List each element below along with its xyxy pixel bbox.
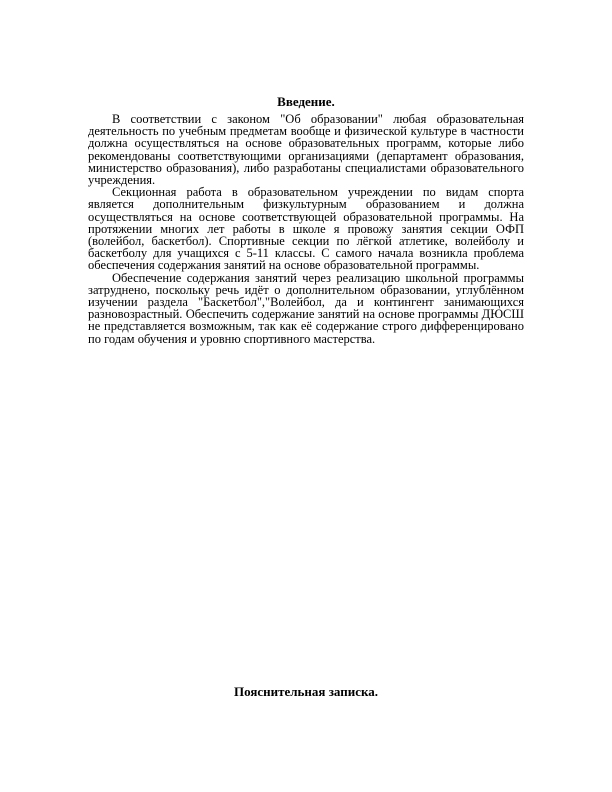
document-body [88,113,524,345]
section-title: Пояснительная записка. [233,684,379,699]
paragraph-1: В соответствии с законом "Об образовании" любая образовательная деятельность по учебным предметам вообще и физической культуре в частности должна осуществляться на основе образовательных программ, которые либо рекомендованы соответствующими организациями (департамент образования, министерство образования), либо разработаны специалистами образовательного учреждения. [88,112,524,188]
paragraph-3: Обеспечение содержания занятий через реализацию школьной программы затруднено, поскольку речь идёт о дополнительном образовании, углублённом изучении раздела "Баскетбол","Волейбол, да и контингент занимающихся разновозрастный. Обеспечить содержание занятий на основе программы ДЮСШ не представляется возможным, так как её содержание строго дифференцировано по годам обучения и уровню спортивного мастерства. [88,270,524,346]
paragraph-2: Секционная работа в образовательном учреждении по видам спорта является дополнительным физкультурным образованием и должна осуществляться на основе соответствующей образовательной программы. На протяжении многих лет работы в школе я провожу занятия секции ОФП (волейбол, баскетбол). Спортивные секции по лёгкой атлетике, волейболу и баскетболу для учащихся с 5-11 классы. С самого начала возникла проблема обеспечения содержания занятий на основе образовательной программы. [88,185,524,273]
page-title: Введение. [277,94,335,109]
